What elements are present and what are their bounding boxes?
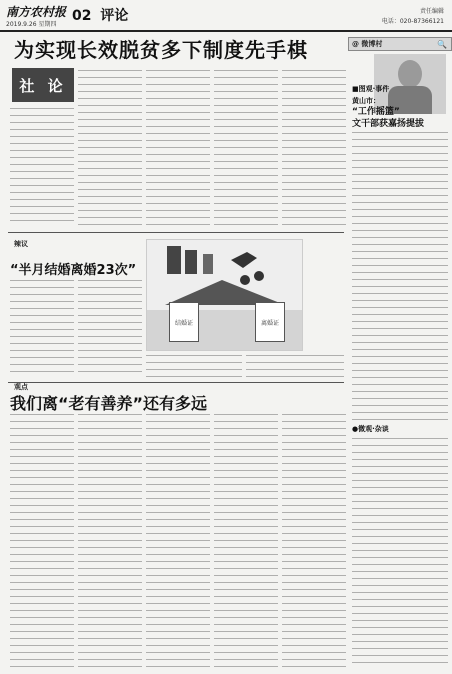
sidebar-highlight-2: 文干部获嘉扬提拔: [352, 119, 425, 129]
section-title: 评论: [100, 8, 129, 24]
tab-weibo-village[interactable]: @ 微博村: [352, 40, 383, 48]
marriage-certificate-door: 结婚证: [169, 302, 199, 342]
article2-section-label: 辣议: [14, 240, 28, 248]
main-headline: 为实现长效脱贫多下制度先手棋: [14, 38, 308, 62]
search-icon[interactable]: 🔍: [437, 39, 447, 49]
editorial-text-col-2: [78, 70, 142, 226]
article2-text-col-1: [10, 280, 74, 376]
article2-illustration: [146, 239, 303, 351]
article3-text-col-4: [214, 414, 278, 668]
sidebar-section-talk: ●微观·杂谈: [352, 425, 389, 433]
article3-section-label: 观点: [14, 383, 28, 391]
issue-date: 2019.9.26 星期四: [6, 21, 57, 28]
person-face: [398, 60, 422, 88]
article3-title: 我们离“老有善养”还有多远: [10, 394, 208, 413]
editorial-text-col-4: [214, 70, 278, 226]
article2-text-col-2: [78, 280, 142, 376]
phone-number: 电话：020-87366121: [381, 18, 444, 25]
sidebar-tab-bar: [348, 37, 452, 51]
article3-text-col-1: [10, 414, 74, 668]
article3-text-col-3: [146, 414, 210, 668]
divorce-certificate-door: 离婚证: [255, 302, 285, 342]
section-divider-1: [8, 232, 344, 233]
sidebar-text-1: [352, 132, 448, 422]
article3-text-col-2: [78, 414, 142, 668]
newspaper-logo: 南方农村报: [6, 5, 67, 19]
sidebar-highlight-1: “工作摇篮”: [352, 107, 400, 117]
editorial-text-col-3: [146, 70, 210, 226]
article3-text-col-5: [282, 414, 346, 668]
editor-label: 责任编辑: [419, 8, 444, 15]
section-divider-2: [8, 382, 344, 383]
page-header: [0, 0, 452, 32]
sidebar-person-label: 黄山市：: [352, 97, 380, 105]
page-number: [72, 5, 128, 25]
article2-title: “半月结婚离婚23次”: [10, 263, 137, 278]
sidebar-section-events: ■图观·事件: [352, 85, 390, 93]
editorial-label: 社 论: [12, 68, 74, 102]
article2-text-col-3: [146, 355, 242, 379]
sidebar-text-2: [352, 438, 448, 668]
editorial-text-col-1: [10, 108, 74, 226]
article2-text-col-4: [246, 355, 344, 379]
page-number-value: 02: [72, 8, 92, 24]
editorial-text-col-5: [282, 70, 346, 226]
